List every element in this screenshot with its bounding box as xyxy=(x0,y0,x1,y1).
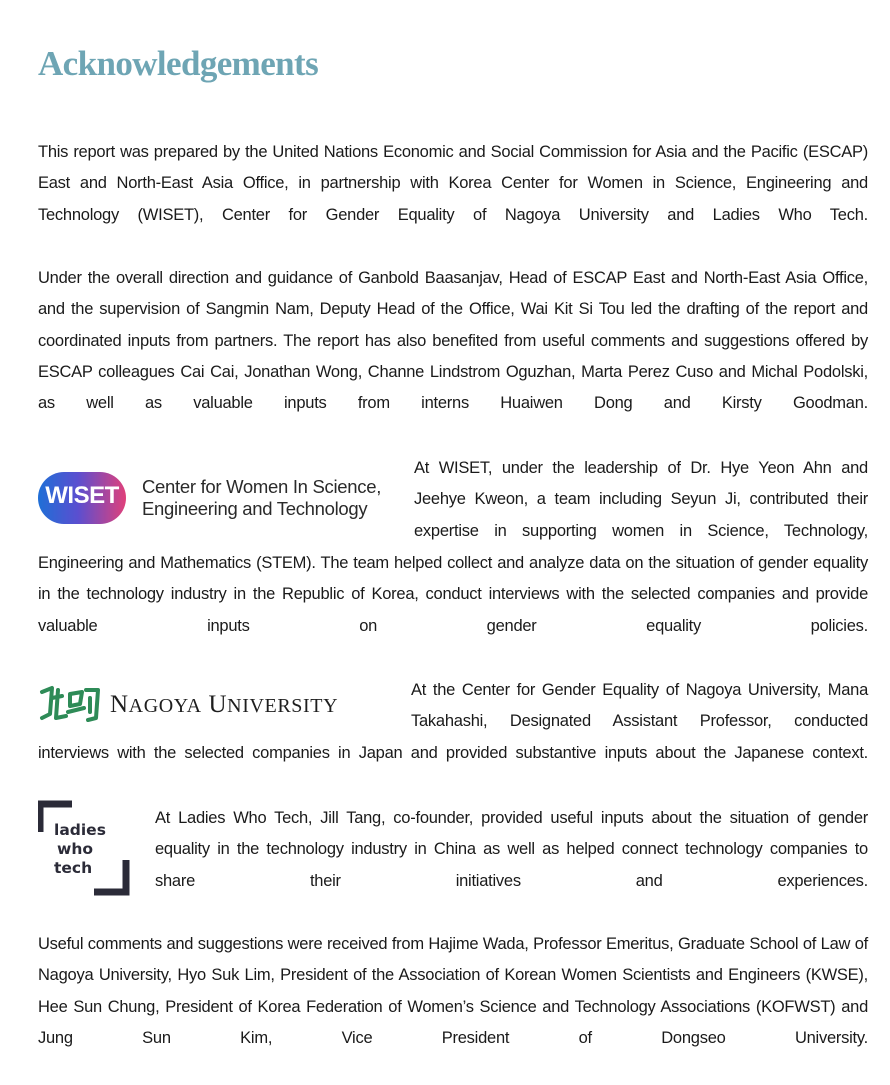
ladies-who-tech-logo xyxy=(38,800,130,896)
intro-paragraph: This report was prepared by the United Nations Economic and Social Commission for Asia and the Pacific (ESCAP) East and North-East Asia Office, in partnership with Korea Center for Women in Science, Engineering and Technology (WISET), Center for Gender Equality of Nagoya University and Ladies Who Tech. xyxy=(38,143,868,224)
direction-paragraph: Under the overall direction and guidance of Ganbold Baasanjav, Head of ESCAP East and North-East Asia Office, and the supervision of Sangmin Nam, Deputy Head of the Office, Wai Kit Si Tou led the drafting of the report and coordinated inputs from partners. The report has also benefited from useful comments and suggestions offered by ESCAP colleagues Cai Cai, Jonathan Wong, Channe Lindstrom Oguzhan, Marta Perez Cuso and Michal Podolski, as well as valuable inputs from interns Huaiwen Dong and Kirsty Goodman. xyxy=(38,269,868,413)
ladies-who-tech-wordmark: ladies who tech xyxy=(54,821,106,877)
nagoya-emblem-icon xyxy=(38,684,102,724)
wiset-caption xyxy=(142,476,392,520)
nagoya-wordmark: NAGOYA UNIVERSITY xyxy=(110,691,339,718)
comments-paragraph: Useful comments and suggestions were received from Hajime Wada, Professor Emeritus, Graduate School of Law of Nagoya University, Hyo Suk Lim, President of the Association of Korean Women Scientists and Engineers (KWSE), Hee Sun Chung, President of Korea Federation of Women’s Science and Technology Associations (KOFWST) and Jung Sun Kim, Vice President of Dongseo University. xyxy=(38,935,868,1047)
wiset-mark-text: WISET xyxy=(45,482,119,509)
wiset-paragraph-continued: Engineering and Mathematics (STEM). The team helped collect and analyze data on the situation of gender equality in the technology industry in the Republic of Korea, conduct interviews with the selected companies and provide valuable inputs on gender equality policies. xyxy=(38,554,868,635)
wiset-paragraph-start: At WISET, under the leadership of Dr. Hye Yeon Ahn and Jeehye Kweon, a team including Seyun Ji, contributed their expertise in supporting women in Science, Technology, xyxy=(414,459,868,540)
nagoya-paragraph-start: At the Center for Gender Equality of Nagoya University, Mana Takahashi, Designated Assistant Professor, conducted xyxy=(411,681,868,731)
nagoya-university-logo xyxy=(38,684,388,726)
nagoya-paragraph-continued: interviews with the selected companies in Japan and provided substantive inputs about the Japanese context. xyxy=(38,744,868,762)
wiset-logo xyxy=(38,470,388,526)
page-title: Acknowledgements xyxy=(38,44,319,83)
ladies-who-tech-paragraph: At Ladies Who Tech, Jill Tang, co-founder, provided useful inputs about the situation of gender equality in the technology industry in China as well as helped connect technology companies to share their initiatives and experiences. xyxy=(155,809,868,890)
wiset-caption-line-1: Center for Women In Science, xyxy=(142,476,382,497)
wiset-caption-line-2: Engineering and Technology xyxy=(142,498,368,519)
